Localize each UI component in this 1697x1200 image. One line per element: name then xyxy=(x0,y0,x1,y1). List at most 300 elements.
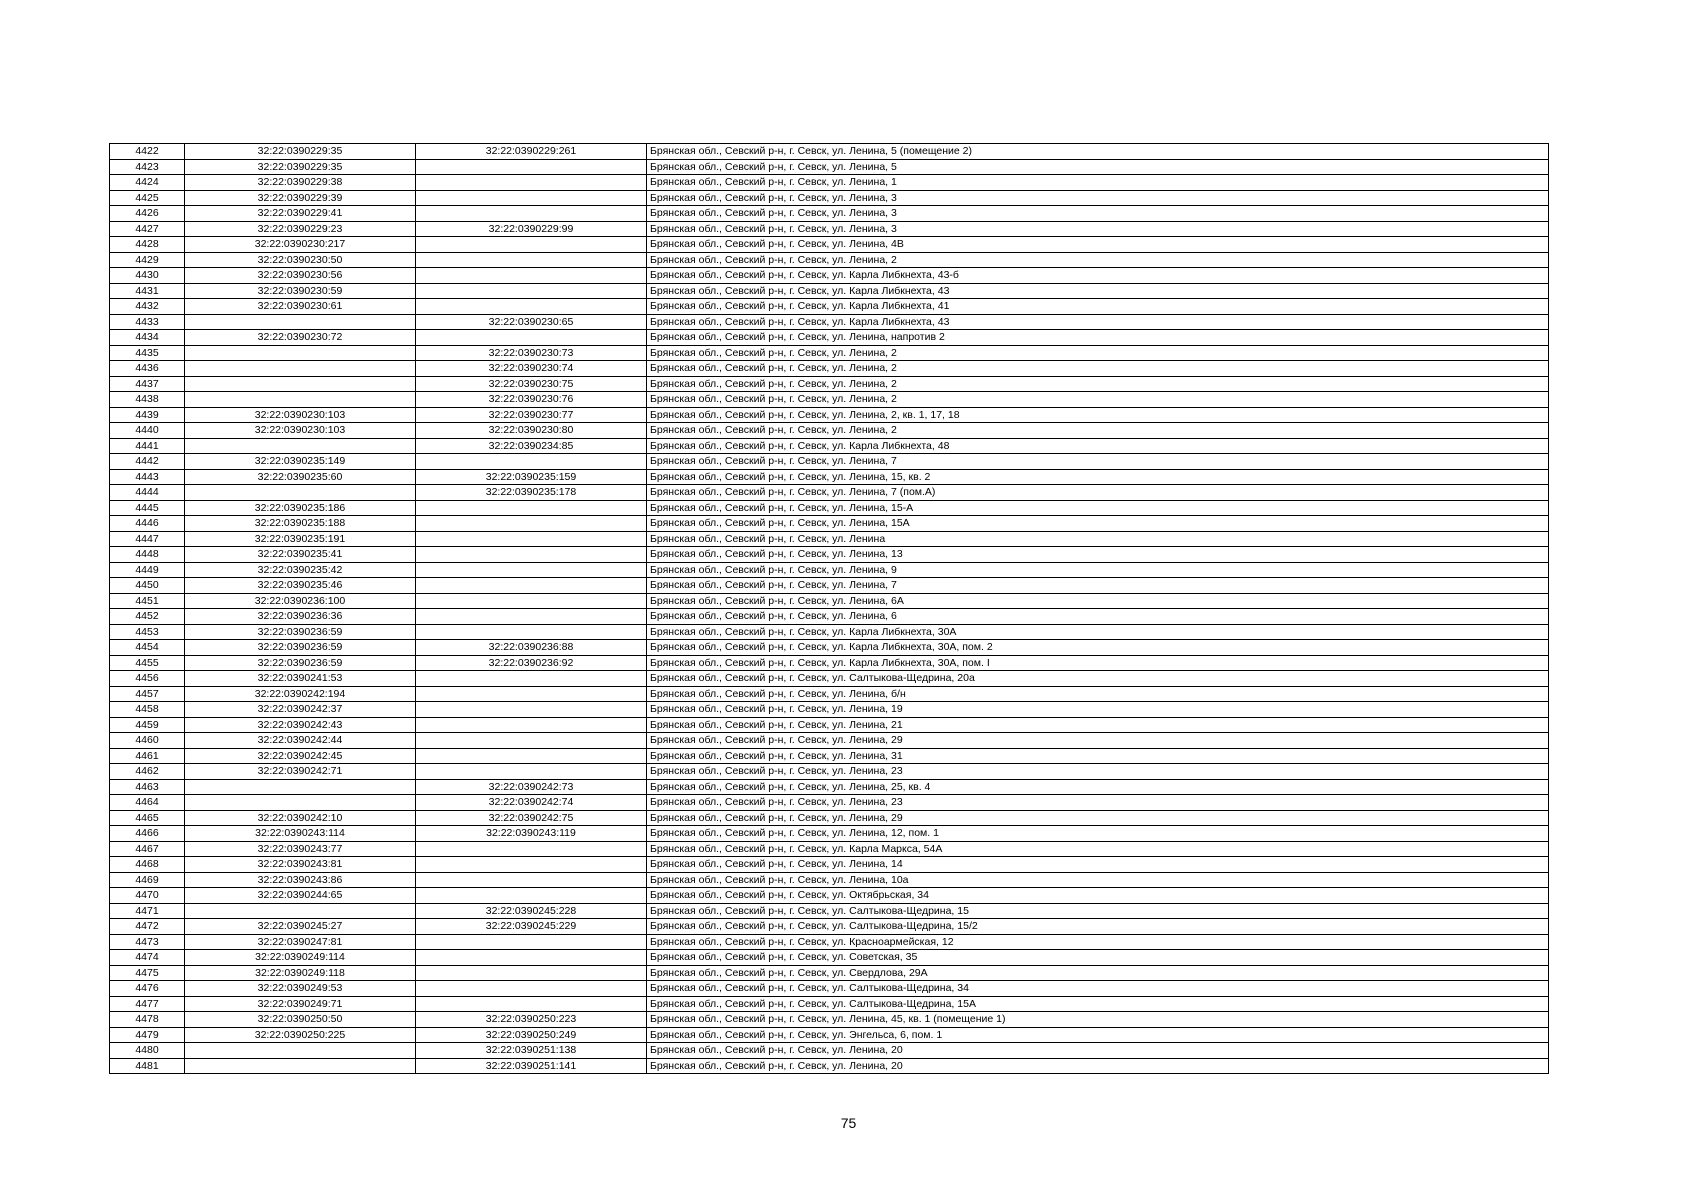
related-cadastral-number-cell: 32:22:0390230:80 xyxy=(416,423,647,439)
related-cadastral-number-cell xyxy=(416,206,647,222)
cadastral-number-cell: 32:22:0390235:42 xyxy=(185,562,416,578)
table-row xyxy=(110,702,1549,718)
table-row xyxy=(110,764,1549,780)
row-number-cell: 4451 xyxy=(110,593,185,609)
cadastral-number-cell: 32:22:0390236:59 xyxy=(185,640,416,656)
address-cell: Брянская обл., Севский р-н, г. Севск, ул. Ленина, 2 xyxy=(647,423,1549,439)
cadastral-number-cell: 32:22:0390235:188 xyxy=(185,516,416,532)
related-cadastral-number-cell: 32:22:0390251:138 xyxy=(416,1043,647,1059)
address-cell: Брянская обл., Севский р-н, г. Севск, ул. Карла Либкнехта, 30А xyxy=(647,624,1549,640)
related-cadastral-number-cell: 32:22:0390229:99 xyxy=(416,221,647,237)
row-number-cell: 4439 xyxy=(110,407,185,423)
table-row xyxy=(110,996,1549,1012)
address-cell: Брянская обл., Севский р-н, г. Севск, ул. Карла Либкнехта, 48 xyxy=(647,438,1549,454)
cadastral-number-cell: 32:22:0390235:41 xyxy=(185,547,416,563)
cadastral-number-cell xyxy=(185,345,416,361)
cadastral-number-cell: 32:22:0390243:81 xyxy=(185,857,416,873)
related-cadastral-number-cell xyxy=(416,872,647,888)
cadastral-number-cell xyxy=(185,779,416,795)
related-cadastral-number-cell: 32:22:0390230:74 xyxy=(416,361,647,377)
related-cadastral-number-cell xyxy=(416,748,647,764)
address-cell: Брянская обл., Севский р-н, г. Севск, ул. Карла Либкнехта, 43 xyxy=(647,314,1549,330)
row-number-cell: 4459 xyxy=(110,717,185,733)
address-cell: Брянская обл., Севский р-н, г. Севск, ул. Карла Либкнехта, 41 xyxy=(647,299,1549,315)
table-row xyxy=(110,810,1549,826)
address-cell: Брянская обл., Севский р-н, г. Севск, ул. Ленина, 2 xyxy=(647,361,1549,377)
cadastral-number-cell: 32:22:0390249:53 xyxy=(185,981,416,997)
row-number-cell: 4481 xyxy=(110,1058,185,1074)
address-cell: Брянская обл., Севский р-н, г. Севск, ул. Ленина, 10а xyxy=(647,872,1549,888)
row-number-cell: 4472 xyxy=(110,919,185,935)
cadastral-number-cell xyxy=(185,376,416,392)
address-cell: Брянская обл., Севский р-н, г. Севск, ул. Салтыкова-Щедрина, 15/2 xyxy=(647,919,1549,935)
related-cadastral-number-cell: 32:22:0390230:75 xyxy=(416,376,647,392)
related-cadastral-number-cell: 32:22:0390242:74 xyxy=(416,795,647,811)
table-row xyxy=(110,1058,1549,1074)
related-cadastral-number-cell xyxy=(416,686,647,702)
address-cell: Брянская обл., Севский р-н, г. Севск, ул. Салтыкова-Щедрина, 15 xyxy=(647,903,1549,919)
address-cell: Брянская обл., Севский р-н, г. Севск, ул. Ленина, 4В xyxy=(647,237,1549,253)
cadastral-number-cell: 32:22:0390229:38 xyxy=(185,175,416,191)
address-cell: Брянская обл., Севский р-н, г. Севск, ул. Ленина, 5 (помещение 2) xyxy=(647,144,1549,160)
address-cell: Брянская обл., Севский р-н, г. Севск, ул. Ленина xyxy=(647,531,1549,547)
table-row xyxy=(110,903,1549,919)
related-cadastral-number-cell: 32:22:0390230:77 xyxy=(416,407,647,423)
address-cell: Брянская обл., Севский р-н, г. Севск, ул. Ленина, 6 xyxy=(647,609,1549,625)
related-cadastral-number-cell xyxy=(416,516,647,532)
related-cadastral-number-cell: 32:22:0390243:119 xyxy=(416,826,647,842)
address-cell: Брянская обл., Севский р-н, г. Севск, ул. Ленина, 20 xyxy=(647,1058,1549,1074)
cadastral-number-cell: 32:22:0390245:27 xyxy=(185,919,416,935)
registry-table xyxy=(109,143,1549,1074)
table-row xyxy=(110,671,1549,687)
table-row xyxy=(110,500,1549,516)
cadastral-number-cell xyxy=(185,361,416,377)
cadastral-number-cell xyxy=(185,485,416,501)
address-cell: Брянская обл., Севский р-н, г. Севск, ул. Ленина, 2 xyxy=(647,376,1549,392)
table-row xyxy=(110,438,1549,454)
row-number-cell: 4469 xyxy=(110,872,185,888)
row-number-cell: 4480 xyxy=(110,1043,185,1059)
table-row xyxy=(110,283,1549,299)
related-cadastral-number-cell: 32:22:0390230:73 xyxy=(416,345,647,361)
row-number-cell: 4450 xyxy=(110,578,185,594)
row-number-cell: 4425 xyxy=(110,190,185,206)
related-cadastral-number-cell: 32:22:0390245:228 xyxy=(416,903,647,919)
cadastral-number-cell: 32:22:0390229:35 xyxy=(185,159,416,175)
row-number-cell: 4453 xyxy=(110,624,185,640)
row-number-cell: 4445 xyxy=(110,500,185,516)
address-cell: Брянская обл., Севский р-н, г. Севск, ул. Ленина, 2 xyxy=(647,252,1549,268)
row-number-cell: 4477 xyxy=(110,996,185,1012)
address-cell: Брянская обл., Севский р-н, г. Севск, ул. Ленина, 2 xyxy=(647,392,1549,408)
related-cadastral-number-cell xyxy=(416,593,647,609)
table-row xyxy=(110,237,1549,253)
row-number-cell: 4452 xyxy=(110,609,185,625)
table-row xyxy=(110,950,1549,966)
row-number-cell: 4476 xyxy=(110,981,185,997)
row-number-cell: 4458 xyxy=(110,702,185,718)
address-cell: Брянская обл., Севский р-н, г. Севск, ул. Ленина, 23 xyxy=(647,795,1549,811)
row-number-cell: 4465 xyxy=(110,810,185,826)
cadastral-number-cell: 32:22:0390235:191 xyxy=(185,531,416,547)
row-number-cell: 4442 xyxy=(110,454,185,470)
cadastral-number-cell xyxy=(185,1043,416,1059)
address-cell: Брянская обл., Севский р-н, г. Севск, ул. Ленина, б/н xyxy=(647,686,1549,702)
address-cell: Брянская обл., Севский р-н, г. Севск, ул. Ленина, 15, кв. 2 xyxy=(647,469,1549,485)
related-cadastral-number-cell xyxy=(416,190,647,206)
address-cell: Брянская обл., Севский р-н, г. Севск, ул. Ленина, 29 xyxy=(647,810,1549,826)
row-number-cell: 4429 xyxy=(110,252,185,268)
related-cadastral-number-cell xyxy=(416,252,647,268)
related-cadastral-number-cell: 32:22:0390236:88 xyxy=(416,640,647,656)
table-row xyxy=(110,655,1549,671)
cadastral-number-cell: 32:22:0390243:114 xyxy=(185,826,416,842)
cadastral-number-cell xyxy=(185,1058,416,1074)
cadastral-number-cell: 32:22:0390235:60 xyxy=(185,469,416,485)
cadastral-number-cell xyxy=(185,438,416,454)
table-row xyxy=(110,640,1549,656)
row-number-cell: 4423 xyxy=(110,159,185,175)
cadastral-number-cell: 32:22:0390250:225 xyxy=(185,1027,416,1043)
cadastral-number-cell xyxy=(185,392,416,408)
table-row xyxy=(110,314,1549,330)
related-cadastral-number-cell xyxy=(416,702,647,718)
row-number-cell: 4444 xyxy=(110,485,185,501)
address-cell: Брянская обл., Севский р-н, г. Севск, ул. Ленина, 19 xyxy=(647,702,1549,718)
cadastral-number-cell: 32:22:0390242:37 xyxy=(185,702,416,718)
related-cadastral-number-cell: 32:22:0390245:229 xyxy=(416,919,647,935)
related-cadastral-number-cell xyxy=(416,671,647,687)
cadastral-number-cell: 32:22:0390230:50 xyxy=(185,252,416,268)
table-row xyxy=(110,268,1549,284)
related-cadastral-number-cell xyxy=(416,175,647,191)
row-number-cell: 4441 xyxy=(110,438,185,454)
row-number-cell: 4428 xyxy=(110,237,185,253)
address-cell: Брянская обл., Севский р-н, г. Севск, ул. Красноармейская, 12 xyxy=(647,934,1549,950)
related-cadastral-number-cell xyxy=(416,717,647,733)
row-number-cell: 4471 xyxy=(110,903,185,919)
related-cadastral-number-cell: 32:22:0390236:92 xyxy=(416,655,647,671)
address-cell: Брянская обл., Севский р-н, г. Севск, ул. Ленина, 23 xyxy=(647,764,1549,780)
related-cadastral-number-cell xyxy=(416,283,647,299)
related-cadastral-number-cell xyxy=(416,454,647,470)
row-number-cell: 4462 xyxy=(110,764,185,780)
row-number-cell: 4436 xyxy=(110,361,185,377)
table-row xyxy=(110,299,1549,315)
related-cadastral-number-cell xyxy=(416,733,647,749)
cadastral-number-cell: 32:22:0390242:194 xyxy=(185,686,416,702)
table-row xyxy=(110,221,1549,237)
cadastral-number-cell: 32:22:0390249:71 xyxy=(185,996,416,1012)
row-number-cell: 4427 xyxy=(110,221,185,237)
address-cell: Брянская обл., Севский р-н, г. Севск, ул. Салтыкова-Щедрина, 15А xyxy=(647,996,1549,1012)
related-cadastral-number-cell xyxy=(416,531,647,547)
row-number-cell: 4430 xyxy=(110,268,185,284)
address-cell: Брянская обл., Севский р-н, г. Севск, ул. Карла Либкнехта, 30А, пом. I xyxy=(647,655,1549,671)
table-row xyxy=(110,206,1549,222)
table-row xyxy=(110,531,1549,547)
related-cadastral-number-cell: 32:22:0390242:75 xyxy=(416,810,647,826)
row-number-cell: 4449 xyxy=(110,562,185,578)
table-row xyxy=(110,934,1549,950)
cadastral-number-cell: 32:22:0390236:100 xyxy=(185,593,416,609)
related-cadastral-number-cell xyxy=(416,950,647,966)
cadastral-number-cell: 32:22:0390247:81 xyxy=(185,934,416,950)
row-number-cell: 4474 xyxy=(110,950,185,966)
table-row xyxy=(110,562,1549,578)
related-cadastral-number-cell xyxy=(416,888,647,904)
table-row xyxy=(110,190,1549,206)
address-cell: Брянская обл., Севский р-н, г. Севск, ул. Ленина, 15А xyxy=(647,516,1549,532)
related-cadastral-number-cell: 32:22:0390230:76 xyxy=(416,392,647,408)
table-row xyxy=(110,779,1549,795)
cadastral-number-cell: 32:22:0390242:45 xyxy=(185,748,416,764)
cadastral-number-cell: 32:22:0390236:59 xyxy=(185,655,416,671)
row-number-cell: 4432 xyxy=(110,299,185,315)
cadastral-number-cell: 32:22:0390250:50 xyxy=(185,1012,416,1028)
cadastral-number-cell: 32:22:0390244:65 xyxy=(185,888,416,904)
row-number-cell: 4455 xyxy=(110,655,185,671)
address-cell: Брянская обл., Севский р-н, г. Севск, ул. Ленина, 21 xyxy=(647,717,1549,733)
table-row xyxy=(110,733,1549,749)
table-row xyxy=(110,609,1549,625)
row-number-cell: 4443 xyxy=(110,469,185,485)
row-number-cell: 4440 xyxy=(110,423,185,439)
address-cell: Брянская обл., Севский р-н, г. Севск, ул. Ленина, 7 xyxy=(647,454,1549,470)
related-cadastral-number-cell xyxy=(416,764,647,780)
row-number-cell: 4448 xyxy=(110,547,185,563)
cadastral-number-cell: 32:22:0390235:186 xyxy=(185,500,416,516)
related-cadastral-number-cell xyxy=(416,996,647,1012)
table-row xyxy=(110,454,1549,470)
cadastral-number-cell xyxy=(185,903,416,919)
address-cell: Брянская обл., Севский р-н, г. Севск, ул. Ленина, 20 xyxy=(647,1043,1549,1059)
row-number-cell: 4460 xyxy=(110,733,185,749)
cadastral-number-cell: 32:22:0390236:59 xyxy=(185,624,416,640)
row-number-cell: 4456 xyxy=(110,671,185,687)
address-cell: Брянская обл., Севский р-н, г. Севск, ул. Ленина, 2, кв. 1, 17, 18 xyxy=(647,407,1549,423)
row-number-cell: 4454 xyxy=(110,640,185,656)
address-cell: Брянская обл., Севский р-н, г. Севск, ул. Ленина, 3 xyxy=(647,190,1549,206)
address-cell: Брянская обл., Севский р-н, г. Севск, ул. Ленина, 9 xyxy=(647,562,1549,578)
table-row xyxy=(110,252,1549,268)
cadastral-number-cell: 32:22:0390249:118 xyxy=(185,965,416,981)
related-cadastral-number-cell xyxy=(416,624,647,640)
table-row xyxy=(110,144,1549,160)
cadastral-number-cell: 32:22:0390243:86 xyxy=(185,872,416,888)
cadastral-number-cell: 32:22:0390229:39 xyxy=(185,190,416,206)
table-row xyxy=(110,593,1549,609)
address-cell: Брянская обл., Севский р-н, г. Севск, ул. Карла Либкнехта, 43-б xyxy=(647,268,1549,284)
cadastral-number-cell: 32:22:0390229:41 xyxy=(185,206,416,222)
address-cell: Брянская обл., Севский р-н, г. Севск, ул. Ленина, 6А xyxy=(647,593,1549,609)
address-cell: Брянская обл., Севский р-н, г. Севск, ул. Ленина, 3 xyxy=(647,221,1549,237)
row-number-cell: 4435 xyxy=(110,345,185,361)
table-row xyxy=(110,407,1549,423)
address-cell: Брянская обл., Севский р-н, г. Севск, ул. Энгельса, 6, пом. 1 xyxy=(647,1027,1549,1043)
cadastral-number-cell: 32:22:0390230:56 xyxy=(185,268,416,284)
cadastral-number-cell: 32:22:0390230:103 xyxy=(185,423,416,439)
address-cell: Брянская обл., Севский р-н, г. Севск, ул. Ленина, 1 xyxy=(647,175,1549,191)
address-cell: Брянская обл., Севский р-н, г. Севск, ул. Ленина, 15-А xyxy=(647,500,1549,516)
table-row xyxy=(110,965,1549,981)
related-cadastral-number-cell: 32:22:0390229:261 xyxy=(416,144,647,160)
related-cadastral-number-cell: 32:22:0390250:223 xyxy=(416,1012,647,1028)
cadastral-number-cell: 32:22:0390249:114 xyxy=(185,950,416,966)
address-cell: Брянская обл., Севский р-н, г. Севск, ул. Ленина, 14 xyxy=(647,857,1549,873)
table-row xyxy=(110,1043,1549,1059)
table-row xyxy=(110,981,1549,997)
related-cadastral-number-cell xyxy=(416,609,647,625)
table-row xyxy=(110,1027,1549,1043)
table-row xyxy=(110,485,1549,501)
address-cell: Брянская обл., Севский р-н, г. Севск, ул. Октябрьская, 34 xyxy=(647,888,1549,904)
row-number-cell: 4437 xyxy=(110,376,185,392)
related-cadastral-number-cell xyxy=(416,857,647,873)
related-cadastral-number-cell xyxy=(416,547,647,563)
related-cadastral-number-cell: 32:22:0390251:141 xyxy=(416,1058,647,1074)
row-number-cell: 4478 xyxy=(110,1012,185,1028)
related-cadastral-number-cell xyxy=(416,934,647,950)
address-cell: Брянская обл., Севский р-н, г. Севск, ул. Ленина, 31 xyxy=(647,748,1549,764)
address-cell: Брянская обл., Севский р-н, г. Севск, ул. Карла Маркса, 54А xyxy=(647,841,1549,857)
page-number: 75 xyxy=(840,1115,857,1131)
row-number-cell: 4446 xyxy=(110,516,185,532)
cadastral-number-cell: 32:22:0390229:35 xyxy=(185,144,416,160)
row-number-cell: 4434 xyxy=(110,330,185,346)
related-cadastral-number-cell xyxy=(416,562,647,578)
related-cadastral-number-cell xyxy=(416,500,647,516)
table-row xyxy=(110,686,1549,702)
table-row xyxy=(110,872,1549,888)
cadastral-number-cell: 32:22:0390242:71 xyxy=(185,764,416,780)
cadastral-number-cell: 32:22:0390236:36 xyxy=(185,609,416,625)
cadastral-number-cell xyxy=(185,314,416,330)
row-number-cell: 4467 xyxy=(110,841,185,857)
related-cadastral-number-cell xyxy=(416,841,647,857)
address-cell: Брянская обл., Севский р-н, г. Севск, ул. Ленина, 7 (пом.А) xyxy=(647,485,1549,501)
table-row xyxy=(110,175,1549,191)
table-row xyxy=(110,469,1549,485)
table-row xyxy=(110,547,1549,563)
address-cell: Брянская обл., Севский р-н, г. Севск, ул. Ленина, напротив 2 xyxy=(647,330,1549,346)
cadastral-number-cell: 32:22:0390230:72 xyxy=(185,330,416,346)
address-cell: Брянская обл., Севский р-н, г. Севск, ул. Салтыкова-Щедрина, 34 xyxy=(647,981,1549,997)
table-row xyxy=(110,857,1549,873)
address-cell: Брянская обл., Севский р-н, г. Севск, ул. Ленина, 2 xyxy=(647,345,1549,361)
address-cell: Брянская обл., Севский р-н, г. Севск, ул. Карла Либкнехта, 30А, пом. 2 xyxy=(647,640,1549,656)
address-cell: Брянская обл., Севский р-н, г. Севск, ул. Ленина, 13 xyxy=(647,547,1549,563)
related-cadastral-number-cell: 32:22:0390234:85 xyxy=(416,438,647,454)
table-row xyxy=(110,376,1549,392)
cadastral-number-cell: 32:22:0390242:43 xyxy=(185,717,416,733)
address-cell: Брянская обл., Севский р-н, г. Севск, ул. Ленина, 25, кв. 4 xyxy=(647,779,1549,795)
cadastral-number-cell: 32:22:0390242:10 xyxy=(185,810,416,826)
row-number-cell: 4464 xyxy=(110,795,185,811)
cadastral-number-cell: 32:22:0390230:61 xyxy=(185,299,416,315)
row-number-cell: 4424 xyxy=(110,175,185,191)
related-cadastral-number-cell xyxy=(416,330,647,346)
cadastral-number-cell: 32:22:0390243:77 xyxy=(185,841,416,857)
cadastral-number-cell xyxy=(185,795,416,811)
address-cell: Брянская обл., Севский р-н, г. Севск, ул. Советская, 35 xyxy=(647,950,1549,966)
related-cadastral-number-cell xyxy=(416,299,647,315)
address-cell: Брянская обл., Севский р-н, г. Севск, ул. Ленина, 5 xyxy=(647,159,1549,175)
row-number-cell: 4447 xyxy=(110,531,185,547)
related-cadastral-number-cell: 32:22:0390242:73 xyxy=(416,779,647,795)
cadastral-number-cell: 32:22:0390230:217 xyxy=(185,237,416,253)
table-row xyxy=(110,717,1549,733)
table-row xyxy=(110,795,1549,811)
cadastral-number-cell: 32:22:0390229:23 xyxy=(185,221,416,237)
row-number-cell: 4473 xyxy=(110,934,185,950)
table-row xyxy=(110,841,1549,857)
table-row xyxy=(110,516,1549,532)
row-number-cell: 4466 xyxy=(110,826,185,842)
row-number-cell: 4463 xyxy=(110,779,185,795)
table-row xyxy=(110,826,1549,842)
related-cadastral-number-cell xyxy=(416,981,647,997)
related-cadastral-number-cell: 32:22:0390235:159 xyxy=(416,469,647,485)
row-number-cell: 4470 xyxy=(110,888,185,904)
table-row xyxy=(110,578,1549,594)
related-cadastral-number-cell: 32:22:0390250:249 xyxy=(416,1027,647,1043)
related-cadastral-number-cell xyxy=(416,159,647,175)
address-cell: Брянская обл., Севский р-н, г. Севск, ул. Свердлова, 29А xyxy=(647,965,1549,981)
row-number-cell: 4431 xyxy=(110,283,185,299)
table-row xyxy=(110,888,1549,904)
row-number-cell: 4426 xyxy=(110,206,185,222)
related-cadastral-number-cell xyxy=(416,578,647,594)
table-row xyxy=(110,624,1549,640)
table-row xyxy=(110,361,1549,377)
table-row xyxy=(110,159,1549,175)
cadastral-number-cell: 32:22:0390230:59 xyxy=(185,283,416,299)
cadastral-number-cell: 32:22:0390230:103 xyxy=(185,407,416,423)
related-cadastral-number-cell: 32:22:0390230:65 xyxy=(416,314,647,330)
related-cadastral-number-cell: 32:22:0390235:178 xyxy=(416,485,647,501)
cadastral-number-cell: 32:22:0390235:149 xyxy=(185,454,416,470)
row-number-cell: 4461 xyxy=(110,748,185,764)
address-cell: Брянская обл., Севский р-н, г. Севск, ул. Карла Либкнехта, 43 xyxy=(647,283,1549,299)
row-number-cell: 4479 xyxy=(110,1027,185,1043)
row-number-cell: 4457 xyxy=(110,686,185,702)
row-number-cell: 4433 xyxy=(110,314,185,330)
related-cadastral-number-cell xyxy=(416,965,647,981)
table-row xyxy=(110,345,1549,361)
cadastral-number-cell: 32:22:0390241:53 xyxy=(185,671,416,687)
row-number-cell: 4422 xyxy=(110,144,185,160)
table-row xyxy=(110,1012,1549,1028)
address-cell: Брянская обл., Севский р-н, г. Севск, ул. Ленина, 3 xyxy=(647,206,1549,222)
related-cadastral-number-cell xyxy=(416,237,647,253)
row-number-cell: 4475 xyxy=(110,965,185,981)
registry-table-body xyxy=(110,144,1549,1074)
table-row xyxy=(110,423,1549,439)
table-row xyxy=(110,748,1549,764)
table-row xyxy=(110,919,1549,935)
address-cell: Брянская обл., Севский р-н, г. Севск, ул. Ленина, 29 xyxy=(647,733,1549,749)
table-row xyxy=(110,392,1549,408)
address-cell: Брянская обл., Севский р-н, г. Севск, ул. Ленина, 45, кв. 1 (помещение 1) xyxy=(647,1012,1549,1028)
row-number-cell: 4438 xyxy=(110,392,185,408)
cadastral-number-cell: 32:22:0390242:44 xyxy=(185,733,416,749)
cadastral-number-cell: 32:22:0390235:46 xyxy=(185,578,416,594)
row-number-cell: 4468 xyxy=(110,857,185,873)
address-cell: Брянская обл., Севский р-н, г. Севск, ул. Ленина, 7 xyxy=(647,578,1549,594)
address-cell: Брянская обл., Севский р-н, г. Севск, ул. Ленина, 12, пом. 1 xyxy=(647,826,1549,842)
